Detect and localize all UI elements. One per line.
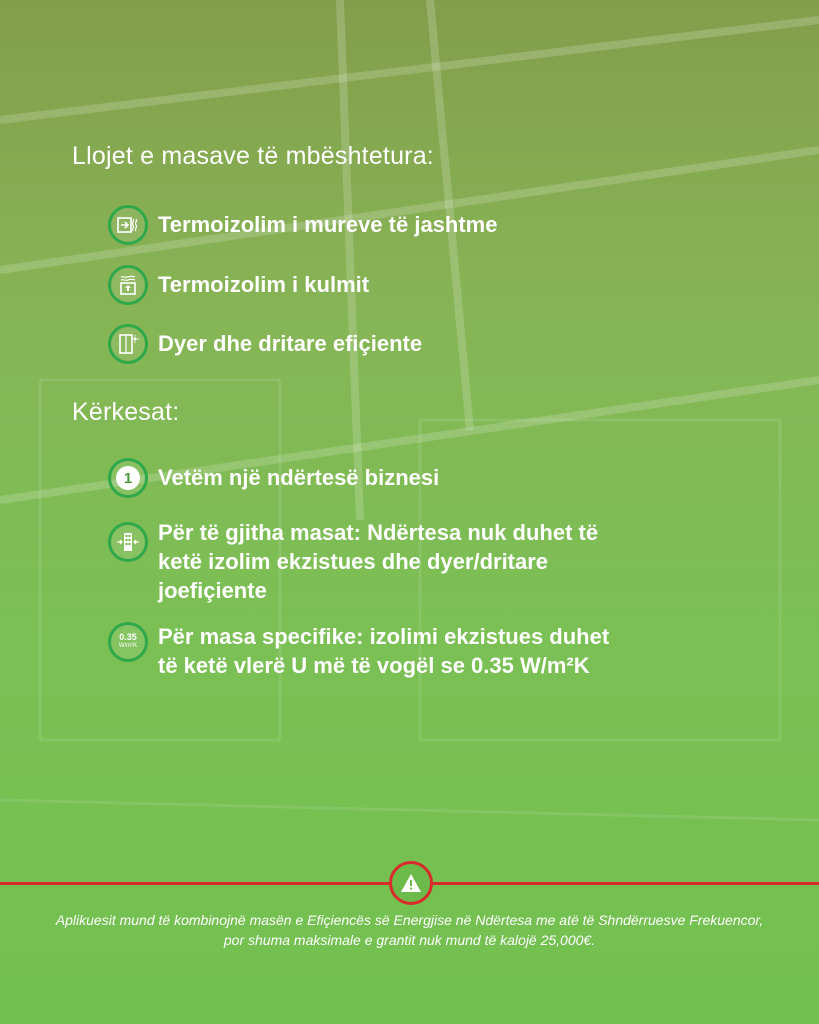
measure-label: Termoizolim i kulmit [158, 272, 370, 297]
measure-item-wall-insulation [108, 205, 618, 245]
requirement-label: Vetëm një ndërtesë biznesi [158, 465, 440, 490]
measure-item-roof-insulation [108, 265, 618, 305]
building-icon [108, 522, 148, 562]
number-one-text: 1 [116, 466, 140, 490]
door-window-icon [108, 324, 148, 364]
u-value-icon [108, 622, 148, 662]
requirements-heading: Kërkesat: [72, 398, 180, 426]
footer-note: Aplikuesit mund të kombinojnë masën e Efiçiencës së Energjise në Ndërtesa me atë të Shndërruesve Frekuencor, por shuma maksimale e grantit nuk mund të kalojë 25,000€. [55, 912, 764, 948]
measure-label: Dyer dhe dritare efiçiente [158, 331, 423, 356]
number-one-icon [108, 458, 148, 498]
requirement-item-all-measures [108, 518, 618, 605]
wall-insulation-icon [108, 205, 148, 245]
requirement-label: Për masa specifike: izolimi ekzistues duhet të ketë vlerë U më të vogël se 0.35 W/m²K [158, 624, 610, 678]
requirement-item-specific-measures [108, 622, 618, 680]
measure-label: Termoizolim i mureve të jashtme [158, 212, 498, 237]
warning-icon [389, 861, 433, 905]
supported-measures-heading: Llojet e masave të mbështetura: [72, 142, 434, 170]
measure-item-doors-windows [108, 324, 618, 364]
requirement-label: Për të gjitha masat: Ndërtesa nuk duhet të ketë izolim ekzistues dhe dyer/dritare joefiçiente [158, 520, 599, 603]
u-value-number: 0.35 [119, 632, 137, 642]
requirement-item-business-building [108, 458, 618, 498]
roof-insulation-icon [108, 265, 148, 305]
u-value-unit: W/m²K [118, 643, 138, 649]
